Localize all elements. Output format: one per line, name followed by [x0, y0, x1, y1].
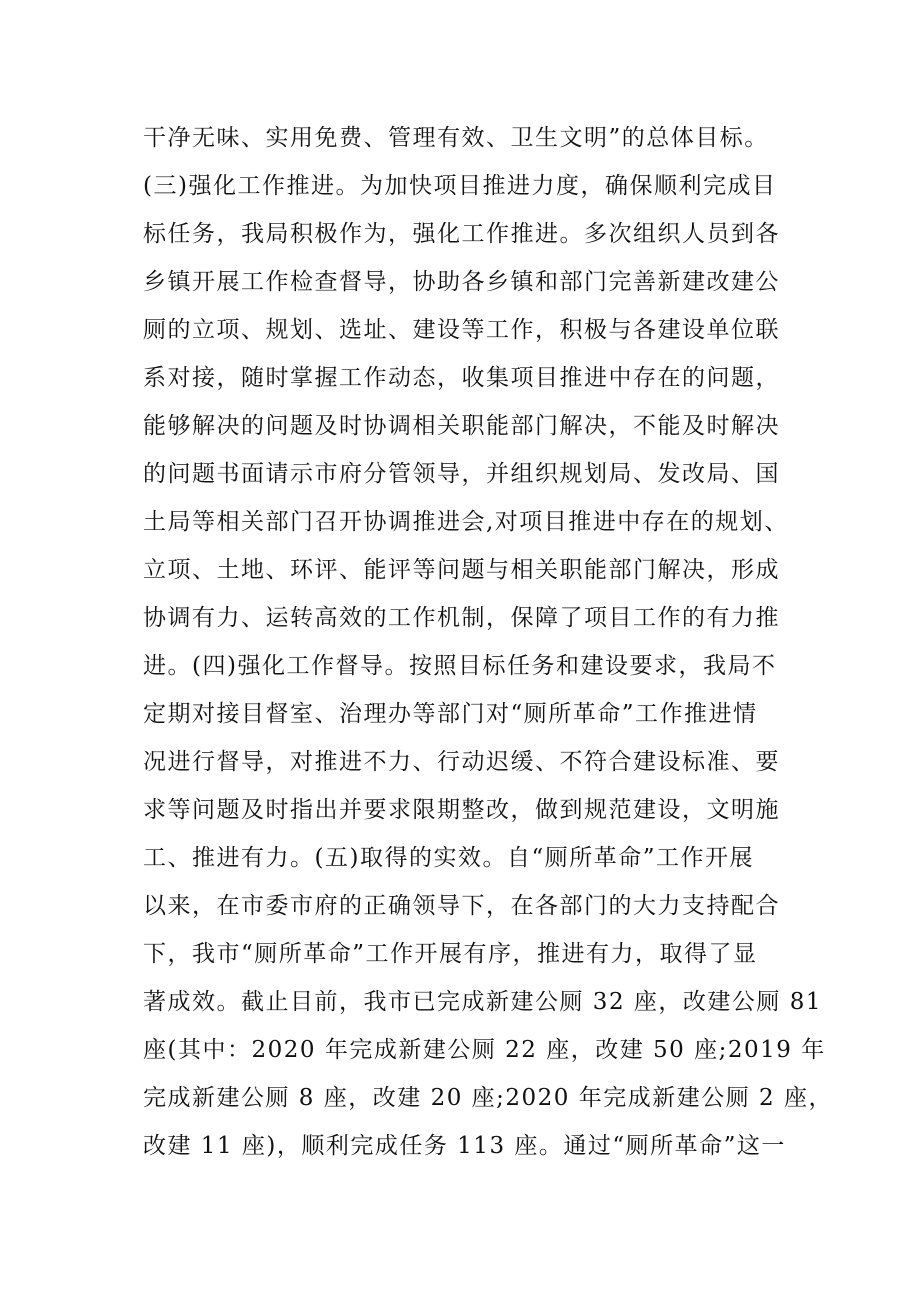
- text-line: 的问题书面请示市府分管领导，并组织规划局、发改局、国: [143, 461, 780, 487]
- text-line: 况进行督导，对推进不力、行动迟缓、不符合建设标准、要: [143, 749, 780, 775]
- text-line: 干净无味、实用免费、管理有效、卫生文明”的总体目标。: [143, 125, 769, 151]
- text-line: 求等问题及时指出并要求限期整改，做到规范建设，文明施: [143, 797, 780, 823]
- body-text: [143, 114, 833, 1170]
- text-line: 著成效。截止目前，我市已完成新建公厕 32 座，改建公厕 81: [143, 989, 822, 1015]
- text-line: 乡镇开展工作检查督导，协助各乡镇和部门完善新建改建公: [143, 269, 780, 295]
- text-line: 工、推进有力。(五)取得的实效。自“厕所革命”工作开展: [143, 845, 754, 871]
- text-line: 以来，在市委市府的正确领导下，在各部门的大力支持配合: [143, 893, 780, 919]
- text-line: 厕的立项、规划、选址、建设等工作，积极与各建设单位联: [143, 317, 780, 343]
- text-line: 定期对接目督室、治理办等部门对“厕所革命”工作推进情: [143, 701, 758, 727]
- text-line: 系对接，随时掌握工作动态，收集项目推进中存在的问题，: [143, 365, 780, 391]
- text-line: 进。(四)强化工作督导。按照目标任务和建设要求，我局不: [143, 653, 777, 679]
- text-line: 改建 11 座)，顺利完成任务 113 座。通过“厕所革命”这一: [143, 1133, 786, 1159]
- text-line: 标任务，我局积极作为，强化工作推进。多次组织人员到各: [143, 221, 780, 247]
- text-line: 座(其中：2020 年完成新建公厕 22 座，改建 50 座;2019 年: [143, 1037, 826, 1063]
- text-line: 完成新建公厕 8 座，改建 20 座;2020 年完成新建公厕 2 座，: [143, 1085, 833, 1111]
- text-line: 土局等相关部门召开协调推进会,对项目推进中存在的规划、: [143, 509, 789, 535]
- text-line: (三)强化工作推进。为加快项目推进力度，确保顺利完成目: [143, 173, 777, 199]
- text-line: 立项、土地、环评、能评等问题与相关职能部门解决，形成: [143, 557, 780, 583]
- text-line: 下，我市“厕所革命”工作开展有序，推进有力，取得了显: [143, 941, 758, 967]
- text-line: 能够解决的问题及时协调相关职能部门解决，不能及时解决: [143, 413, 780, 439]
- text-line: 协调有力、运转高效的工作机制，保障了项目工作的有力推: [143, 605, 780, 631]
